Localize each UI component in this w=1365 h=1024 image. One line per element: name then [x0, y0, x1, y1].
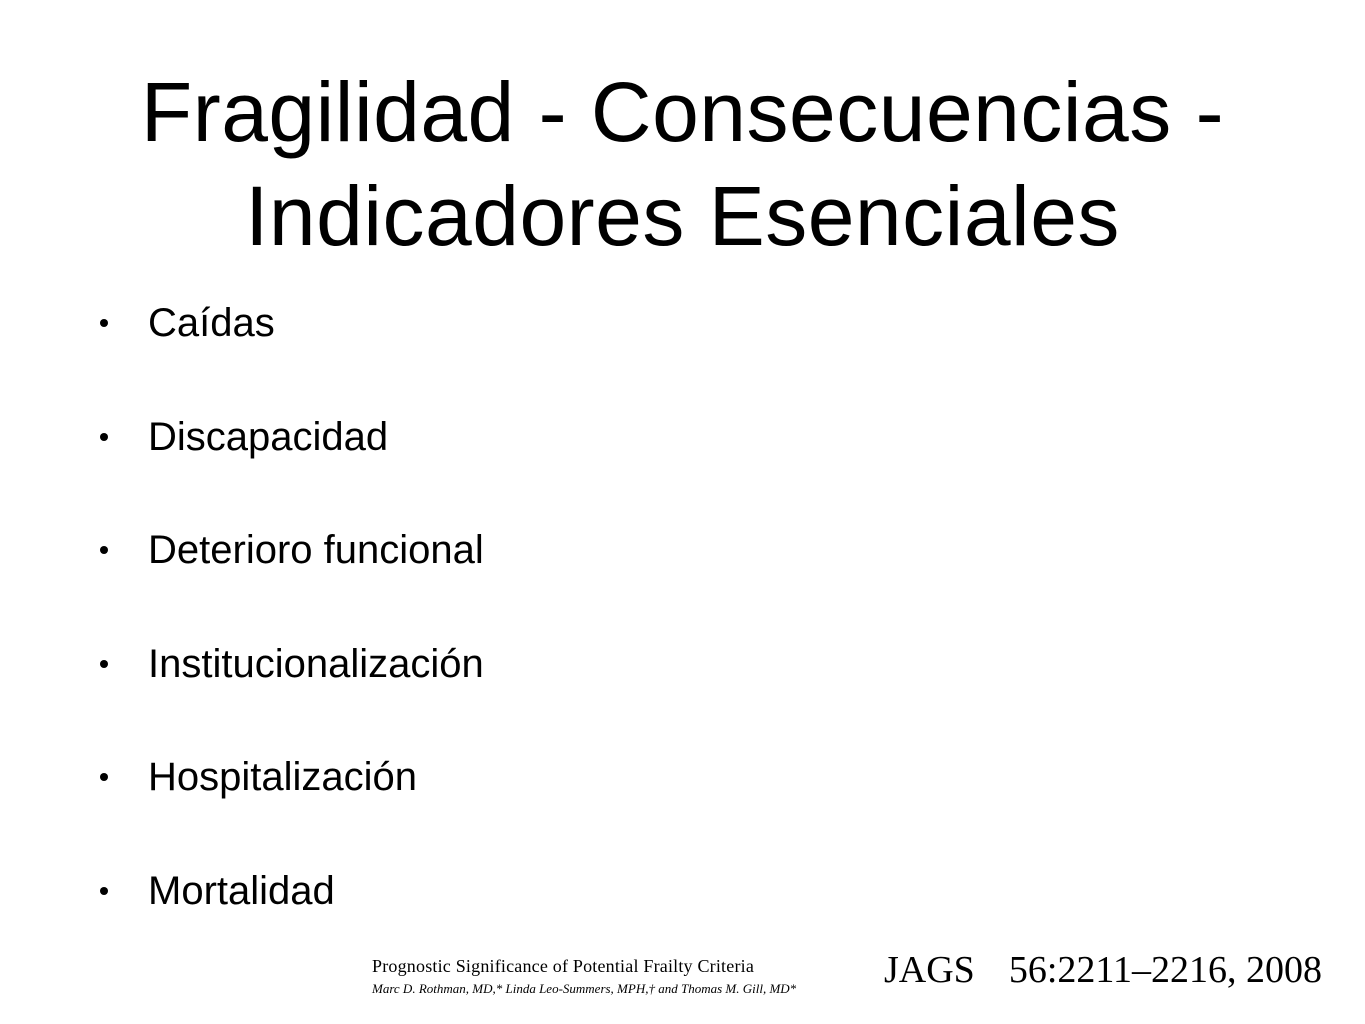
bullet-item — [100, 746, 484, 860]
bullet-item — [100, 519, 484, 633]
bullet-item — [100, 633, 484, 747]
bullet-text: Mortalidad — [148, 868, 335, 913]
bullet-text: Hospitalización — [148, 755, 418, 799]
slide-title — [0, 60, 1365, 268]
citation — [372, 954, 796, 1000]
bullet-list — [100, 292, 484, 973]
bullet-item — [100, 292, 484, 406]
bullet-dot-icon — [100, 773, 108, 781]
bullet-item — [100, 406, 484, 520]
bullet-text: Deterioro funcional — [148, 528, 484, 572]
bullet-dot-icon — [100, 546, 108, 554]
bullet-dot-icon — [100, 887, 108, 895]
journal-volume-pages-year: 56:2211–2216, 2008 — [1008, 949, 1322, 991]
slide-title-line-1: Fragilidad - Consecuencias - — [140, 65, 1225, 159]
slide-title-line-2: Indicadores Esenciales — [245, 169, 1120, 263]
bullet-dot-icon — [100, 433, 108, 441]
article-title: Prognostic Significance of Potential Frailty Criteria — [372, 956, 755, 976]
article-authors: Marc D. Rothman, MD,* Linda Leo-Summers, MPH,† and Thomas M. Gill, MD* — [372, 981, 797, 996]
bullet-dot-icon — [100, 660, 108, 668]
journal-reference — [884, 950, 1322, 990]
bullet-text: Discapacidad — [148, 414, 389, 459]
bullet-dot-icon — [100, 319, 108, 327]
bullet-text: Caídas — [148, 301, 275, 345]
journal-name: JAGS — [884, 949, 975, 991]
bullet-text: Institucionalización — [148, 641, 484, 686]
